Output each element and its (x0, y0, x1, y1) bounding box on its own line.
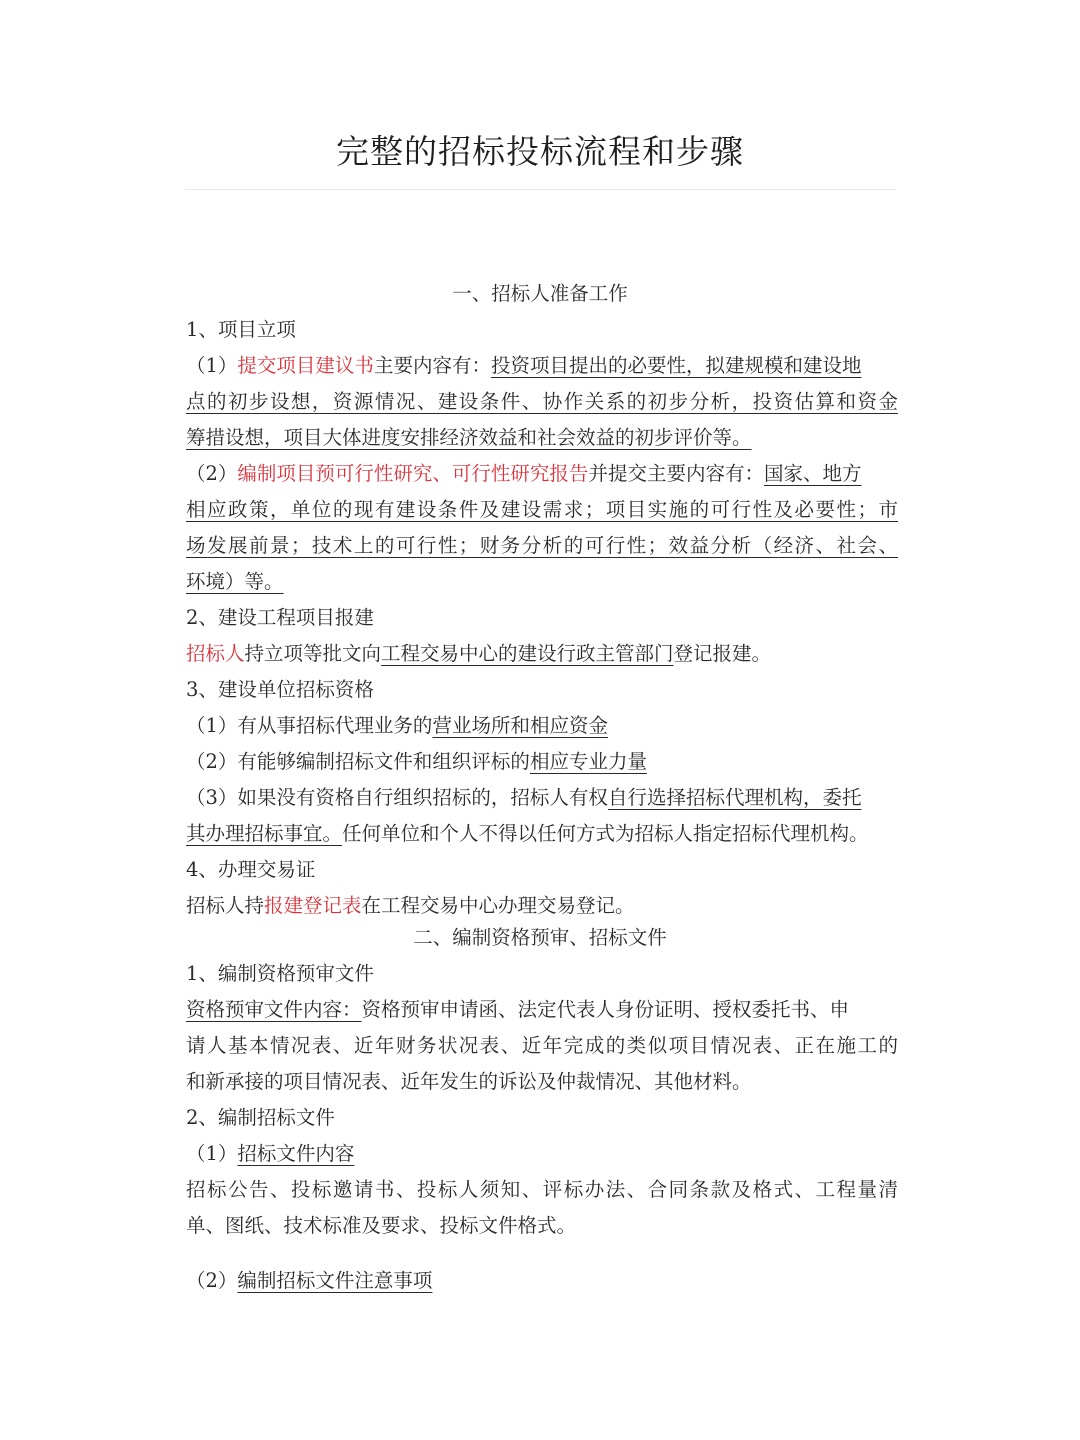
qual-2-num: （2） (186, 750, 238, 773)
s2-para-2-line-2: 单、图纸、技术标准及要求、投标文件格式。 (186, 1214, 577, 1237)
para-3-underlined: 工程交易中心的建设行政主管部门 (381, 642, 674, 665)
qual-3-num: （3） (186, 786, 238, 809)
qual-2-text: 有能够编制招标文件和组织评标的 (237, 750, 530, 773)
para-2-red-term: 编制项目预可行性研究、可行性研究报告 (237, 462, 589, 485)
s2-para-2-line-1: 招标公告、投标邀请书、投标人须知、评标办法、合同条款及格式、工程量清 (186, 1178, 898, 1201)
para-3-text-a: 持立项等批文向 (244, 642, 382, 665)
para-1-text-1: 投资项目提出的必要性，拟建规模和建设地 (490, 354, 862, 377)
para-1-text-2: 点的初步设想，资源情况、建设条件、协作关系的初步分析，投资估算和资金 (186, 390, 898, 413)
para-4-red-term: 报建登记表 (264, 894, 362, 917)
s2-item-1-heading: 1、编制资格预审文件 (186, 962, 374, 985)
para-3 (186, 636, 898, 672)
s2-sub-2-num: （2） (186, 1269, 238, 1292)
para-2-text-4: 环境）等。 (186, 570, 284, 593)
para-1-lead: 主要内容有： (373, 354, 491, 377)
s2-para-1-line-3: 和新承接的项目情况表、近年发生的诉讼及仲裁情况、其他材料。 (186, 1070, 752, 1093)
item-3-heading: 3、建设单位招标资格 (186, 678, 374, 701)
s2-para-1-line-1 (186, 992, 898, 1028)
para-4-text-b: 在工程交易中心办理交易登记。 (361, 894, 635, 917)
section-2-heading: 二、编制资格预审、招标文件 (413, 926, 667, 949)
item-4-heading: 4、办理交易证 (186, 858, 316, 881)
qual-3-text-b: 任何单位和个人不得以任何方式为招标人指定招标代理机构。 (342, 822, 869, 845)
title-divider (185, 189, 896, 190)
para-3-red-term: 招标人 (186, 642, 245, 665)
s2-item-2-heading: 2、编制招标文件 (186, 1106, 335, 1129)
para-2-line-4 (186, 564, 898, 600)
s2-sub-1-num: （1） (186, 1142, 238, 1165)
qual-1-text: 有从事招标代理业务的 (237, 714, 433, 737)
para-2-text-1: 国家、地方 (763, 462, 862, 485)
qual-1-underlined: 营业场所和相应资金 (432, 714, 608, 737)
qual-3-underlined-2: 其办理招标事宜。 (186, 822, 343, 845)
para-1-text-3: 筹措设想，项目大体进度安排经济效益和社会效益的初步评价等。 (186, 426, 752, 449)
s2-para-1-line-2: 请人基本情况表、近年财务状况表、近年完成的类似项目情况表、正在施工的 (186, 1034, 898, 1057)
qual-2-underlined: 相应专业力量 (529, 750, 647, 773)
qual-3-underlined-1: 自行选择招标代理机构，委托 (607, 786, 862, 809)
qual-3-line-2 (186, 816, 898, 852)
s2-para-1-underlined: 资格预审文件内容： (186, 998, 362, 1021)
qual-1-num: （1） (186, 714, 238, 737)
s2-sub-1 (186, 1136, 898, 1172)
para-1-num: （1） (186, 354, 238, 377)
para-1-red-term: 提交项目建议书 (237, 354, 374, 377)
page-title: 完整的招标投标流程和步骤 (336, 132, 744, 171)
qual-1 (186, 708, 898, 744)
qual-3-text: 如果没有资格自行组织招标的，招标人有权 (237, 786, 608, 809)
qual-3-line-1 (186, 780, 898, 816)
s2-sub-2 (186, 1263, 898, 1299)
para-4 (186, 888, 898, 924)
item-2-heading: 2、建设工程项目报建 (186, 606, 374, 629)
para-2-line-2 (186, 492, 898, 528)
qual-2 (186, 744, 898, 780)
para-2-line-3 (186, 528, 898, 564)
para-2-lead: 并提交主要内容有： (588, 462, 764, 485)
s2-sub-1-underlined: 招标文件内容 (237, 1142, 355, 1165)
item-1-heading: 1、项目立项 (186, 318, 296, 341)
para-1-line-3 (186, 420, 898, 456)
para-4-text-a: 招标人持 (186, 894, 265, 917)
para-1-line-1 (186, 348, 898, 384)
s2-para-1-text-1: 资格预审申请函、法定代表人身份证明、授权委托书、申 (361, 998, 850, 1021)
para-2-line-1 (186, 456, 898, 492)
para-3-text-b: 登记报建。 (673, 642, 772, 665)
section-1-heading: 一、招标人准备工作 (452, 282, 628, 305)
para-1-line-2 (186, 384, 898, 420)
para-2-text-2: 相应政策，单位的现有建设条件及建设需求；项目实施的可行性及必要性；市 (186, 498, 898, 521)
para-2-num: （2） (186, 462, 238, 485)
s2-sub-2-underlined: 编制招标文件注意事项 (237, 1269, 433, 1292)
para-2-text-3: 场发展前景；技术上的可行性；财务分析的可行性；效益分析（经济、社会、 (186, 534, 898, 557)
